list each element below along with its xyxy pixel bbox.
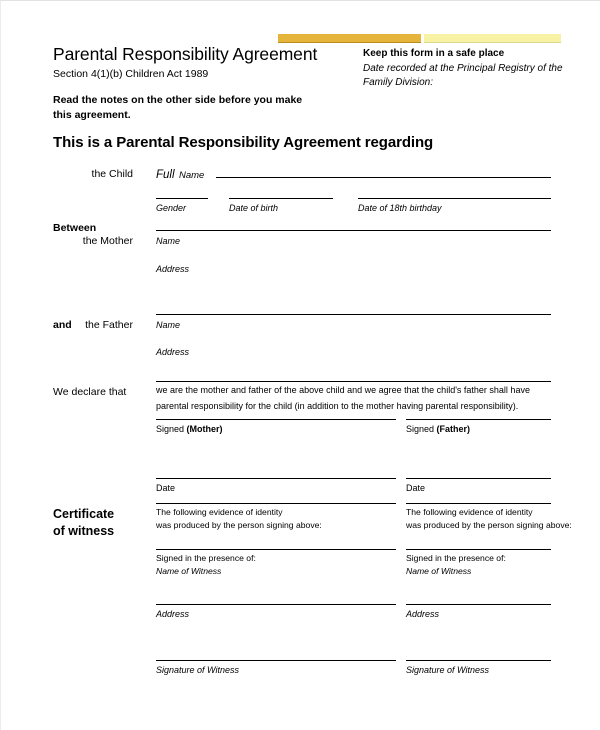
section-label-mother: the Mother: [82, 235, 133, 247]
keep-form-notice: Keep this form in a safe place: [363, 48, 505, 59]
evidence-mother-rule: [156, 503, 396, 504]
header-color-bar: [278, 34, 561, 42]
witness-signature-mother-rule[interactable]: [156, 660, 396, 661]
child-dob18-label: Date of 18th birthday: [358, 203, 442, 213]
section-label-child: the Child: [91, 168, 133, 180]
mother-name-label: Name: [156, 236, 181, 246]
witness-name-mother-label: Name of Witness: [156, 565, 222, 576]
evidence-father-text: [406, 506, 572, 533]
signed-mother-label: [156, 424, 223, 434]
child-fullname-label: [156, 165, 204, 183]
date-mother-label: Date: [156, 483, 176, 493]
declaration-text-line2: parental responsibility for the child (in addition to the mother having parental responsibility).: [156, 400, 519, 411]
signed-mother-prefix: Signed: [156, 424, 187, 434]
header-bar-gold-segment: [278, 34, 421, 43]
evidence-father-rule: [406, 503, 551, 504]
date-father-label: Date: [406, 483, 426, 493]
read-notes-instruction: Read the notes on the other side before you make this agreement.: [53, 94, 303, 122]
child-fullname-big: Full: [156, 169, 175, 181]
declaration-text: [156, 383, 556, 415]
header-right-block: [363, 47, 563, 89]
presence-father-rule[interactable]: [406, 549, 551, 550]
date-recorded-label: Date recorded at the Principal Registry of the Family Division:: [363, 63, 563, 88]
father-address-label: Address: [156, 347, 190, 357]
child-dob-label: Date of birth: [229, 203, 279, 213]
mother-address-label: Address: [156, 264, 190, 274]
presence-mother-block: [156, 552, 256, 578]
header-left-block: [53, 45, 353, 81]
certificate-label-line2: of witness: [53, 523, 115, 538]
witness-address-father-rule[interactable]: [406, 604, 551, 605]
witness-signature-father-rule[interactable]: [406, 660, 551, 661]
witness-signature-mother-label: Signature of Witness: [156, 665, 239, 675]
evidence-father-line2: was produced by the person signing above:: [406, 520, 572, 531]
witness-address-mother-rule[interactable]: [156, 604, 396, 605]
evidence-father-line1: The following evidence of identity: [406, 507, 533, 517]
declaration-text-line1: we are the mother and father of the above child and we agree that the child's father shall have: [156, 385, 530, 395]
child-gender-rule[interactable]: [156, 198, 208, 199]
section-label-declaration: We declare that: [53, 386, 127, 398]
date-mother-rule[interactable]: [156, 478, 396, 479]
presence-mother-rule[interactable]: [156, 549, 396, 550]
header-bar-pale-segment: [424, 34, 561, 43]
child-dob18-rule[interactable]: [358, 198, 551, 199]
child-fullname-small: Name: [178, 170, 205, 181]
signed-father-bold: (Father): [436, 424, 471, 434]
signed-mother-rule[interactable]: [156, 419, 396, 420]
witness-name-father-label: Name of Witness: [406, 565, 472, 576]
signed-mother-bold: (Mother): [186, 424, 223, 434]
father-name-rule[interactable]: [156, 314, 551, 315]
mother-name-rule[interactable]: [156, 230, 551, 231]
certificate-of-witness-label: [53, 506, 114, 540]
and-label: and: [53, 319, 72, 331]
father-name-label: Name: [156, 320, 181, 330]
evidence-mother-line1: The following evidence of identity: [156, 507, 283, 517]
presence-mother-label: Signed in the presence of:: [156, 553, 256, 563]
witness-signature-father-label: Signature of Witness: [406, 665, 489, 675]
signed-father-prefix: Signed: [406, 424, 437, 434]
between-label: Between: [53, 222, 97, 234]
child-fullname-rule[interactable]: [216, 177, 551, 178]
evidence-mother-text: [156, 506, 322, 533]
child-gender-label: Gender: [156, 203, 187, 213]
page-title: Parental Responsibility Agreement: [53, 44, 318, 64]
signed-father-label: [406, 424, 470, 434]
evidence-mother-line2: was produced by the person signing above:: [156, 520, 322, 531]
date-father-rule[interactable]: [406, 478, 551, 479]
presence-father-label: Signed in the presence of:: [406, 553, 506, 563]
certificate-label-line1: Certificate: [53, 507, 115, 521]
document-subtitle: Section 4(1)(b) Children Act 1989: [53, 68, 209, 81]
declaration-top-rule: [156, 381, 551, 382]
section-label-father: the Father: [85, 319, 133, 331]
agreement-heading: This is a Parental Responsibility Agreement regarding: [53, 134, 434, 151]
witness-address-mother-label: Address: [156, 609, 190, 619]
signed-father-rule[interactable]: [406, 419, 551, 420]
child-dob-rule[interactable]: [229, 198, 333, 199]
presence-father-block: [406, 552, 506, 578]
witness-address-father-label: Address: [406, 609, 440, 619]
